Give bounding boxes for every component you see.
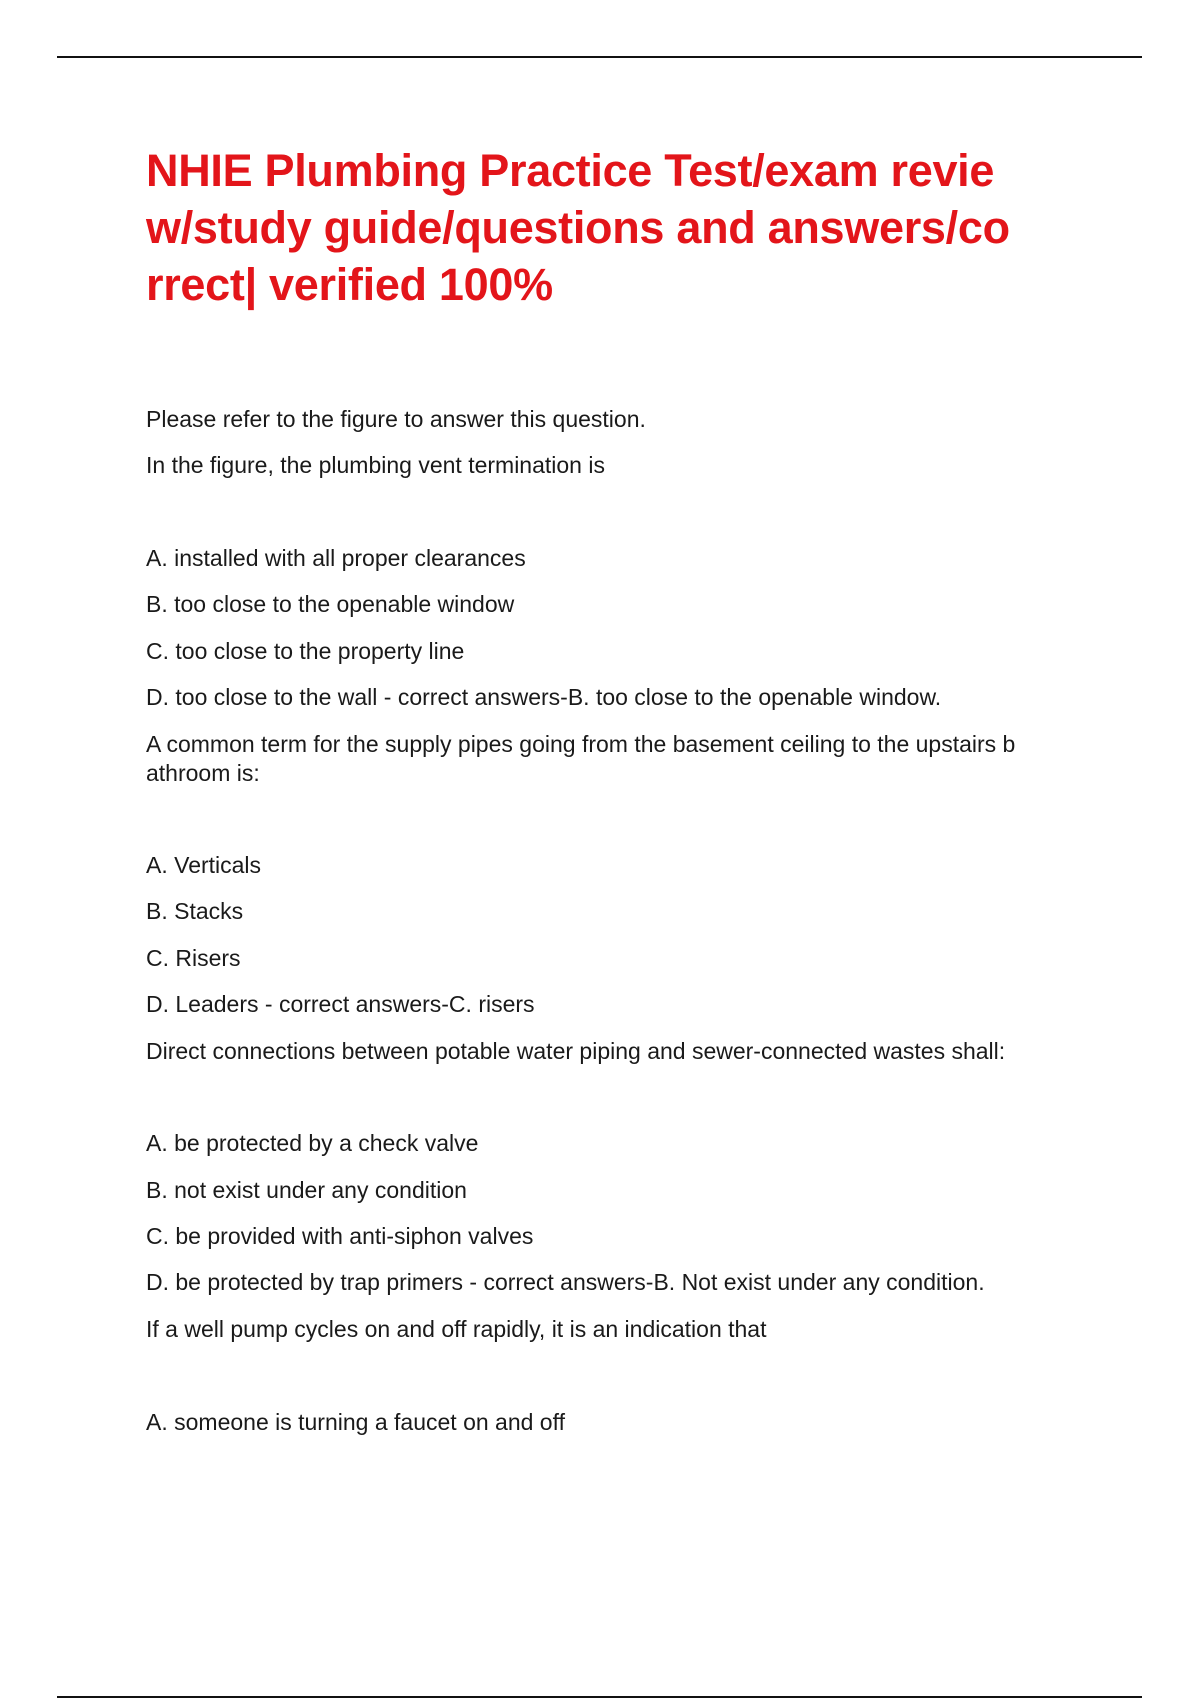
q2-option-a: A. Verticals (146, 852, 262, 878)
q2-option-d-answer: D. Leaders - correct answers-C. risers (146, 991, 535, 1017)
q2-prompt-line-2: athroom is: (146, 760, 260, 786)
q3-option-a: A. be protected by a check valve (146, 1130, 479, 1156)
q3-option-b: B. not exist under any condition (146, 1177, 467, 1203)
q1-option-d-answer: D. too close to the wall - correct answers-B. too close to the openable window. (146, 684, 942, 710)
q1-option-a: A. installed with all proper clearances (146, 545, 526, 571)
bottom-divider (57, 1696, 1142, 1698)
title-line-1: NHIE Plumbing Practice Test/exam revie (146, 145, 995, 196)
q1-option-b: B. too close to the openable window (146, 591, 515, 617)
q2-option-c: C. Risers (146, 945, 241, 971)
q4-prompt: If a well pump cycles on and off rapidly, it is an indication that (146, 1316, 767, 1342)
q1-option-c: C. too close to the property line (146, 638, 465, 664)
q1-prompt-1: Please refer to the figure to answer this question. (146, 406, 646, 432)
document-title (146, 142, 1086, 313)
q1-prompt-2: In the figure, the plumbing vent termination is (146, 452, 605, 478)
top-divider (57, 56, 1142, 58)
q4-option-a: A. someone is turning a faucet on and off (146, 1409, 565, 1435)
q3-prompt: Direct connections between potable water piping and sewer-connected wastes shall: (146, 1038, 1006, 1064)
q3-option-c: C. be provided with anti-siphon valves (146, 1223, 534, 1249)
q2-option-b: B. Stacks (146, 898, 244, 924)
title-line-3: rrect| verified 100% (146, 259, 553, 310)
title-line-2: w/study guide/questions and answers/co (146, 202, 1010, 253)
q2-prompt-line-1: A common term for the supply pipes going from the basement ceiling to the upstairs b (146, 731, 1016, 757)
q3-option-d-answer: D. be protected by trap primers - correct answers-B. Not exist under any condition. (146, 1269, 985, 1295)
